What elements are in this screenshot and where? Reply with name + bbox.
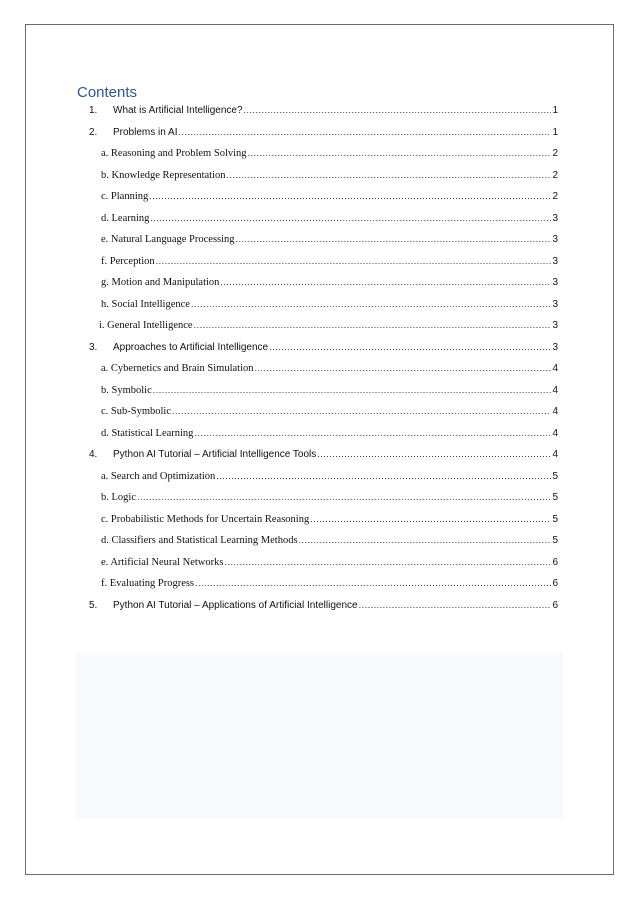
toc-subsection-entry[interactable] — [0, 295, 638, 317]
toc-entry-row — [101, 170, 558, 181]
toc-subsection-entry[interactable] — [0, 574, 638, 596]
toc-subsection-entry[interactable] — [0, 359, 638, 381]
toc-entry-row — [101, 557, 558, 568]
dot-leader — [359, 600, 552, 610]
toc-section-entry[interactable] — [0, 123, 638, 145]
toc-entry-page-number: 6 — [552, 578, 558, 589]
toc-entry-page-number: 5 — [552, 470, 558, 482]
toc-entry-title: Approaches to Artificial Intelligence — [113, 341, 269, 353]
dot-leader — [137, 492, 551, 502]
toc-entry-row — [89, 127, 558, 138]
toc-entry-title: e. Natural Language Processing — [101, 234, 235, 245]
toc-entry-number: 3. — [89, 341, 98, 353]
toc-entry-row — [101, 148, 558, 159]
dot-leader — [244, 105, 552, 115]
toc-entry-title: Python AI Tutorial – Artificial Intelligence Tools — [113, 449, 317, 460]
dot-leader — [194, 428, 551, 438]
toc-subsection-entry[interactable] — [0, 316, 638, 338]
toc-entry-row — [101, 213, 558, 224]
toc-entry-title: d. Statistical Learning — [101, 427, 194, 439]
toc-entry-row — [89, 342, 558, 353]
toc-entry-title: b. Knowledge Representation — [101, 169, 226, 181]
dot-leader — [153, 385, 552, 395]
dot-leader — [236, 234, 552, 244]
toc-subsection-entry[interactable] — [0, 187, 638, 209]
dot-leader — [220, 277, 551, 287]
toc-entry-number: 1. — [89, 105, 98, 116]
toc-entry-page-number: 1 — [552, 126, 558, 138]
toc-entry-page-number: 3 — [552, 298, 558, 310]
toc-subsection-entry[interactable] — [0, 209, 638, 231]
toc-entry-title: f. Evaluating Progress — [101, 578, 195, 589]
dot-leader — [178, 127, 551, 137]
dot-leader — [150, 213, 551, 223]
toc-subsection-entry[interactable] — [0, 166, 638, 188]
toc-entry-title: Python AI Tutorial – Applications of Artificial Intelligence — [113, 599, 358, 611]
toc-entry-row — [101, 256, 558, 267]
toc-entry-row — [101, 191, 558, 202]
toc-entry-row — [89, 600, 558, 611]
toc-entry-page-number: 4 — [552, 449, 558, 460]
toc-entry-title: d. Classifiers and Statistical Learning Methods — [101, 535, 298, 546]
toc-entry-title: i. General Intelligence — [99, 320, 193, 331]
toc-entry-title: a. Search and Optimization — [101, 470, 216, 482]
toc-entry-page-number: 6 — [552, 556, 558, 568]
toc-section-entry[interactable] — [0, 101, 638, 123]
toc-entry-page-number: 3 — [552, 341, 558, 353]
dot-leader — [224, 557, 551, 567]
dot-leader — [191, 299, 552, 309]
toc-entry-page-number: 4 — [552, 427, 558, 439]
dot-leader — [269, 342, 551, 352]
toc-entry-page-number: 3 — [552, 277, 558, 288]
toc-entry-number: 4. — [89, 449, 98, 460]
toc-subsection-entry[interactable] — [0, 273, 638, 295]
toc-entry-title: g. Motion and Manipulation — [101, 277, 220, 288]
toc-subsection-entry[interactable] — [0, 424, 638, 446]
dot-leader — [248, 148, 552, 158]
toc-entry-number: 5. — [89, 599, 98, 611]
toc-entry-page-number: 4 — [552, 406, 558, 417]
toc-entry-title: a. Cybernetics and Brain Simulation — [101, 363, 254, 374]
toc-subsection-entry[interactable] — [0, 510, 638, 532]
dot-leader — [172, 406, 551, 416]
toc-entry-row — [101, 514, 558, 525]
toc-entry-title: d. Learning — [101, 212, 150, 224]
toc-entry-row — [101, 363, 558, 374]
toc-entry-title: f. Perception — [101, 255, 155, 267]
toc-subsection-entry[interactable] — [0, 531, 638, 553]
toc-entry-row — [101, 385, 558, 396]
toc-entry-title: e. Artificial Neural Networks — [101, 556, 224, 568]
toc-entry-page-number: 4 — [552, 384, 558, 396]
dot-leader — [195, 578, 551, 588]
toc-entry-title: b. Logic — [101, 492, 136, 503]
toc-section-entry[interactable] — [0, 338, 638, 360]
toc-entry-title: b. Symbolic — [101, 384, 152, 396]
toc-entry-title: c. Planning — [101, 191, 149, 202]
toc-subsection-entry[interactable] — [0, 252, 638, 274]
toc-entry-title: c. Sub-Symbolic — [101, 406, 171, 417]
toc-subsection-entry[interactable] — [0, 553, 638, 575]
toc-entry-row — [101, 578, 558, 589]
toc-subsection-entry[interactable] — [0, 230, 638, 252]
toc-entry-page-number: 3 — [552, 255, 558, 267]
toc-entry-row — [89, 105, 558, 116]
toc-entry-page-number: 2 — [552, 148, 558, 159]
toc-section-entry[interactable] — [0, 445, 638, 467]
toc-entry-row — [101, 471, 558, 482]
dot-leader — [216, 471, 551, 481]
toc-entry-number: 2. — [89, 126, 98, 138]
toc-entry-page-number: 4 — [552, 363, 558, 374]
toc-subsection-entry[interactable] — [0, 467, 638, 489]
dot-leader — [299, 535, 552, 545]
figure-placeholder — [76, 653, 563, 818]
toc-entry-page-number: 5 — [552, 492, 558, 503]
toc-entry-title: Problems in AI — [113, 126, 178, 138]
toc-entry-row — [101, 428, 558, 439]
toc-entry-page-number: 6 — [552, 599, 558, 611]
toc-entry-page-number: 5 — [552, 535, 558, 546]
toc-entry-row — [89, 449, 558, 460]
toc-entry-page-number: 2 — [552, 169, 558, 181]
dot-leader — [310, 514, 551, 524]
toc-entry-row — [101, 492, 558, 503]
dot-leader — [255, 363, 552, 373]
toc-entry-page-number: 3 — [552, 234, 558, 245]
toc-entry-row — [101, 406, 558, 417]
dot-leader — [317, 449, 551, 459]
toc-entry-page-number: 3 — [552, 320, 558, 331]
toc-entry-row — [101, 234, 558, 245]
toc-entry-page-number: 3 — [552, 212, 558, 224]
toc-entry-title: What is Artificial Intelligence? — [113, 105, 243, 116]
dot-leader — [156, 256, 552, 266]
table-of-contents — [0, 101, 638, 617]
toc-subsection-entry[interactable] — [0, 402, 638, 424]
toc-entry-row — [99, 320, 558, 331]
toc-subsection-entry[interactable] — [0, 381, 638, 403]
dot-leader — [194, 320, 552, 330]
toc-section-entry[interactable] — [0, 596, 638, 618]
toc-entry-title: h. Social Intelligence — [101, 298, 190, 310]
toc-entry-page-number: 5 — [552, 513, 558, 525]
toc-entry-row — [101, 277, 558, 288]
toc-entry-row — [101, 299, 558, 310]
toc-subsection-entry[interactable] — [0, 488, 638, 510]
toc-entry-page-number: 2 — [552, 191, 558, 202]
toc-entry-page-number: 1 — [552, 105, 558, 116]
toc-heading: Contents — [77, 84, 138, 101]
toc-entry-title: a. Reasoning and Problem Solving — [101, 148, 247, 159]
dot-leader — [149, 191, 551, 201]
toc-entry-row — [101, 535, 558, 546]
toc-subsection-entry[interactable] — [0, 144, 638, 166]
dot-leader — [227, 170, 552, 180]
toc-entry-title: c. Probabilistic Methods for Uncertain Reasoning — [101, 513, 310, 525]
